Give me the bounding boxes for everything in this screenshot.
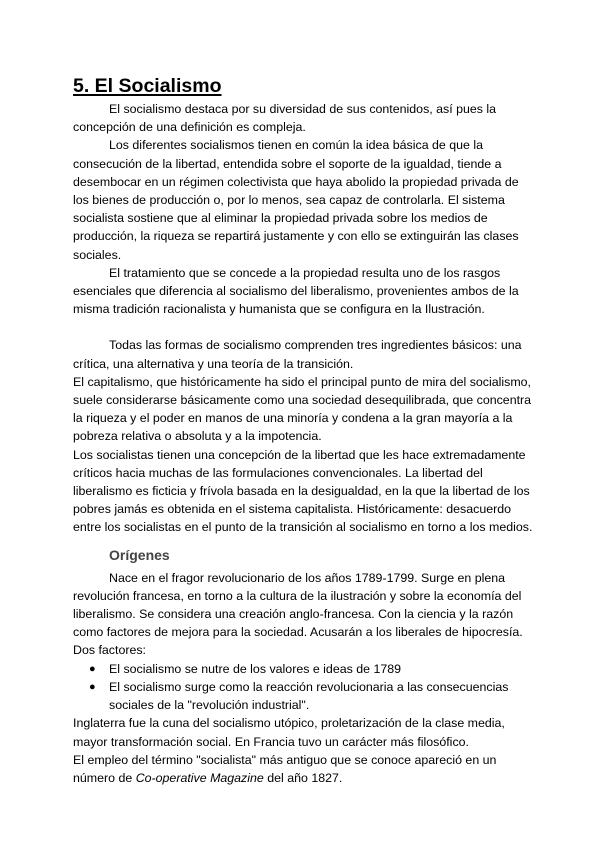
paragraph: Inglaterra fue la cuna del socialismo utópico, proletarización de la clase media, mayor transformación social. En Francia tuvo un carácter más filosófico.	[73, 716, 505, 749]
text-run: El empleo del término "socialista" más antiguo que se conoce apareció en un número de	[73, 752, 497, 785]
page-title: 5. El Socialismo	[73, 75, 222, 97]
section-heading: Orígenes	[109, 546, 170, 563]
paragraph: El tratamiento que se concede a la propiedad resulta uno de los rasgos esenciales que diferencia al socialismo del liberalismo, provenientes ambos de la misma tradición racionalista y humanista que se configura en la Ilustración.	[73, 265, 519, 317]
list-item	[89, 678, 533, 714]
list-item-text: El socialismo se nutre de los valores e ideas de 1789	[109, 661, 402, 676]
spacer	[73, 318, 533, 336]
paragraph	[73, 751, 533, 787]
paragraph: Los socialistas tienen una concepción de la libertad que les hace extremadamente críticos hacia muchas de las formulaciones convencionales. La libertad del liberalismo es ficticia y frívola basada en la desigualdad, en la que la libertad de los pobres jamás es obtenida en el sistema capitalista. Históricamente: desacuerdo entre los socialistas en el punto de la transición al socialismo en torno a los medios.	[73, 447, 533, 535]
paragraph: El capitalismo, que históricamente ha sido el principal punto de mira del socialismo, suele considerarse básicamente como una sociedad desequilibrada, que concentra la riqueza y el poder en manos de una minoría y condena a la gran mayoría a la pobreza relativa o absoluta y a la impotencia.	[73, 374, 532, 444]
list-item	[89, 660, 533, 678]
bullet-icon: ●	[89, 662, 96, 675]
factors-label: Dos factores:	[73, 643, 146, 658]
paragraph: El socialismo destaca por su diversidad de sus contenidos, así pues la concepción de una definición es compleja.	[73, 102, 497, 135]
document-page	[73, 74, 533, 787]
bullet-icon: ●	[89, 680, 96, 693]
paragraph: Nace en el fragor revolucionario de los años 1789-1799. Surge en plena revolución francesa, en torno a la cultura de la ilustración y sobre la economía del liberalismo. Se considera una creación anglo-francesa. Con la ciencia y la razón como factores de mejora para la sociedad. Acusarán a los liberales de hipocresía.	[73, 570, 523, 640]
magazine-title: Co-operative Magazine	[135, 770, 264, 785]
paragraph: Los diferentes socialismos tienen en común la idea básica de que la consecución de la libertad, entendida sobre el soporte de la igualdad, tiende a desembocar en un régimen colectivista que haya abolido la propiedad privada de los bienes de producción o, por lo menos, sea capaz de controlarla. El sistema socialista sostiene que al eliminar la propiedad privada sobre los medios de producción, la riqueza se repartirá justamente y con ello se extinguirán las clases sociales.	[73, 138, 519, 262]
bullet-list	[73, 660, 533, 715]
text-run: del año 1827.	[263, 770, 343, 785]
list-item-text: El socialismo surge como la reacción revolucionaria a las consecuencias sociales de la "revolución industrial".	[109, 679, 509, 713]
paragraph: Todas las formas de socialismo comprenden tres ingredientes básicos: una crítica, una alternativa y una teoría de la transición.	[73, 338, 522, 371]
